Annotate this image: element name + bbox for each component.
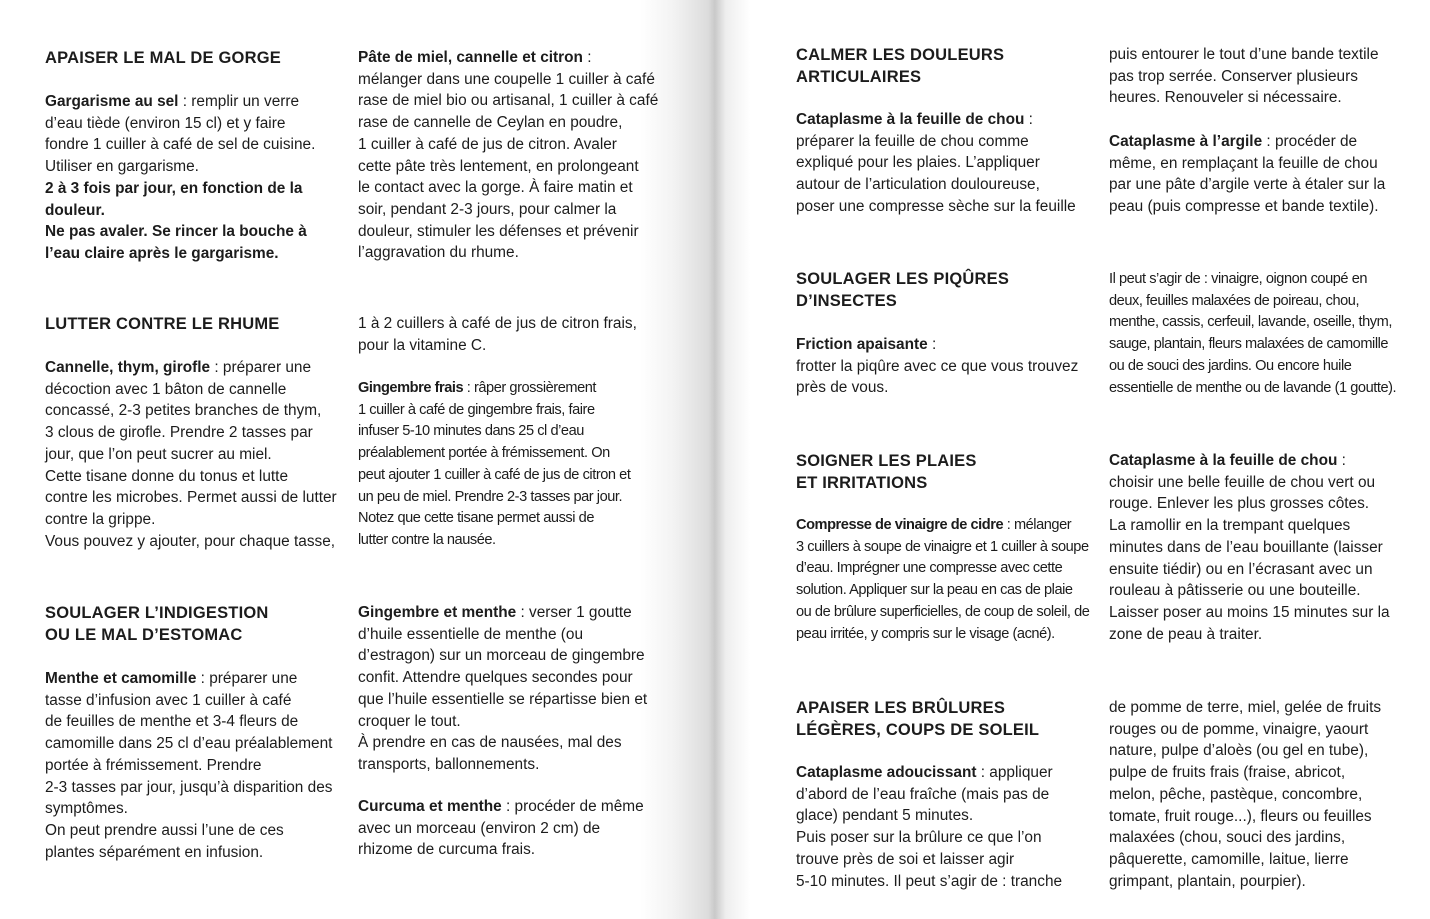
text-line <box>1109 602 1390 624</box>
text-run: rouge. Enlever les plus grosses côtes. <box>1109 495 1370 513</box>
text-run: tasse d’infusion avec 1 cuiller à café <box>45 691 292 709</box>
bold-text-run: Compresse de vinaigre de cidre <box>796 517 1004 533</box>
text-line <box>796 827 1062 849</box>
text-line <box>1109 472 1390 494</box>
text-line <box>1109 806 1381 828</box>
section-title-insect-bites <box>796 268 1009 312</box>
text-line <box>45 221 315 243</box>
text-run: choisir une belle feuille de chou vert ou <box>1109 473 1376 491</box>
text-run: Notez que cette tisane permet aussi de <box>358 510 595 527</box>
text-line <box>45 156 315 178</box>
text-line <box>358 421 630 443</box>
text-run: pulpe de fruits frais (fraise, abricot, <box>1109 764 1346 782</box>
text-run: le contact avec la gorge. À faire matin et <box>358 179 633 197</box>
text-run: peau (puis compresse et bande textile). <box>1109 198 1379 216</box>
text-line <box>796 515 1089 537</box>
text-line <box>1109 312 1396 334</box>
text-run: par une pâte d’argile verte à étaler sur la <box>1109 176 1386 194</box>
text-run: rouges ou de pomme, vinaigre, yaourt <box>1109 720 1369 738</box>
text-line <box>358 818 644 840</box>
text-line <box>358 156 658 178</box>
wounds-cabbage-poultice <box>1109 450 1390 645</box>
text-line <box>45 113 315 135</box>
text-line: OU LE MAL D’ESTOMAC <box>45 626 243 644</box>
text-line <box>45 487 337 509</box>
text-run: un peu de miel. Prendre 2-3 tasses par jour. <box>358 488 623 505</box>
text-run: de feuilles de menthe et 3-4 fleurs de <box>45 713 299 731</box>
text-run: ou de souci des jardins. Ou encore huile <box>1109 357 1352 374</box>
text-run: La ramollir en la trempant quelques <box>1109 517 1351 535</box>
text-run: fondre 1 cuiller à café de sel de cuisine. <box>45 136 316 154</box>
text-run: 3 clous de girofle. Prendre 2 tasses par <box>45 424 313 442</box>
text-run: d’estragon) sur un morceau de gingembre <box>358 647 645 665</box>
text-line <box>1109 450 1390 472</box>
text-run: avec un morceau (environ 2 cm) de <box>358 819 601 837</box>
text-line: SOULAGER L’INDIGESTION <box>45 604 269 622</box>
wounds-cider-vinegar-compress <box>796 515 1089 645</box>
bold-text-run: Cannelle, thym, girofle <box>45 359 211 376</box>
text-run: sauge, plantain, fleurs malaxées de camomille <box>1109 336 1389 353</box>
text-run: menthe, cassis, cerfeuil, lavande, oseille, thym, <box>1109 314 1392 331</box>
text-line <box>358 796 644 818</box>
text-run: même, en remplaçant la feuille de chou <box>1109 154 1378 172</box>
text-run: solution. Appliquer sur la peau en cas de plaie <box>796 582 1073 599</box>
text-line <box>358 221 658 243</box>
text-line <box>45 357 337 379</box>
text-line <box>796 558 1089 580</box>
text-line <box>358 624 647 646</box>
text-line <box>358 378 630 400</box>
text-run: glace) pendant 5 minutes. <box>796 807 974 825</box>
text-run: Il peut s’agir de : vinaigre, oignon coupé en <box>1109 271 1368 287</box>
text-run: : appliquer <box>976 764 1053 781</box>
text-line <box>358 711 647 733</box>
text-line <box>796 580 1089 602</box>
insect-bites-friction <box>796 334 1078 399</box>
text-line <box>1109 784 1381 806</box>
text-line: SOULAGER LES PIQÛRES <box>796 270 1010 288</box>
text-run: infuser 5-10 minutes dans 25 cl d’eau <box>358 423 584 440</box>
bold-text-run: Cataplasme à l’argile <box>1109 133 1263 150</box>
text-run: melon, pêche, pastèque, concombre, <box>1109 785 1363 803</box>
text-run: : préparer une <box>210 359 312 376</box>
text-line <box>358 839 644 861</box>
section-title-sore-throat <box>45 47 281 69</box>
text-line <box>358 602 647 624</box>
text-run: : mélanger <box>1003 517 1072 533</box>
text-run: pour la vitamine C. <box>358 336 487 354</box>
text-line <box>1109 493 1390 515</box>
text-run: d’eau tiède (environ 15 cl) et y faire <box>45 114 286 132</box>
text-line <box>1109 719 1381 741</box>
text-line <box>45 820 332 842</box>
text-line <box>358 199 658 221</box>
text-line <box>45 379 337 401</box>
text-line <box>1109 515 1390 537</box>
text-line <box>45 777 332 799</box>
text-line <box>796 849 1062 871</box>
text-line <box>45 243 315 265</box>
text-run: : préparer une <box>196 670 298 687</box>
text-line: CALMER LES DOULEURS <box>796 46 1005 64</box>
text-line: D’INSECTES <box>796 292 898 310</box>
text-line <box>796 377 1078 399</box>
text-run: soir, pendant 2-3 jours, pour calmer la <box>358 200 617 218</box>
text-run: ou de brûlure superficielles, de coup de soleil, de <box>796 603 1090 620</box>
text-run: de pomme de terre, miel, gelée de fruits <box>1109 699 1382 716</box>
text-line <box>1109 153 1385 175</box>
text-line <box>796 871 1062 893</box>
section-title-cold <box>45 313 279 335</box>
bold-text-run: Gingembre frais <box>358 380 464 396</box>
text-run: malaxées (chou, souci des jardins, <box>1109 829 1346 847</box>
text-line: ET IRRITATIONS <box>796 474 928 492</box>
joint-pain-clay-poultice <box>1109 131 1385 218</box>
text-line: APAISER LE MAL DE GORGE <box>45 49 281 67</box>
text-line: LUTTER CONTRE LE RHUME <box>45 315 280 333</box>
text-run: peut ajouter 1 cuiller à café de jus de citron et <box>358 466 631 483</box>
burns-soothing-poultice <box>796 762 1062 892</box>
text-run: rhizome de curcuma frais. <box>358 841 536 859</box>
sore-throat-salt-gargle <box>45 91 315 265</box>
cold-cinnamon-thyme-clove <box>45 357 337 552</box>
indigestion-turmeric-mint <box>358 796 644 861</box>
text-run: : râper grossièrement <box>463 380 597 396</box>
text-run: zone de peau à traiter. <box>1109 625 1263 643</box>
text-line <box>358 530 630 552</box>
text-line <box>358 732 647 754</box>
text-line <box>796 602 1089 624</box>
text-run: peau irritée, y compris sur le visage (acné). <box>796 625 1055 642</box>
burns-options <box>1109 697 1381 892</box>
text-line <box>45 842 332 864</box>
text-run: Puis poser sur la brûlure ce que l’on <box>796 829 1042 847</box>
text-line <box>1109 697 1381 719</box>
insect-bites-options <box>1109 269 1396 399</box>
bold-text-run: 2 à 3 fois par jour, en fonction de la <box>45 179 303 197</box>
section-title-burns <box>796 697 1039 741</box>
bold-text-run: douleur. <box>45 201 105 219</box>
text-line <box>1109 87 1379 109</box>
section-title-wounds <box>796 450 977 494</box>
text-run: camomille dans 25 cl d’eau préalablement <box>45 735 333 753</box>
text-line: APAISER LES BRÛLURES <box>796 699 1006 717</box>
text-line <box>358 335 637 357</box>
text-run: 3 cuillers à soupe de vinaigre et 1 cuiller à soupe <box>796 538 1089 555</box>
text-run: : <box>927 336 937 353</box>
text-run: : remplir un verre <box>178 93 300 110</box>
bold-text-run: Gargarisme au sel <box>45 93 179 110</box>
text-line <box>358 689 647 711</box>
text-line <box>796 152 1076 174</box>
text-line <box>1109 624 1390 646</box>
bold-text-run: Friction apaisante <box>796 336 928 353</box>
text-line <box>45 422 337 444</box>
text-line <box>45 690 332 712</box>
text-run: contre les microbes. Permet aussi de lutter <box>45 489 337 507</box>
text-line <box>45 466 337 488</box>
text-run: décoction avec 1 bâton de cannelle <box>45 380 287 398</box>
text-run: : <box>1024 111 1033 128</box>
indigestion-ginger-mint <box>358 602 647 776</box>
text-line <box>1109 196 1385 218</box>
text-run: Vous pouvez y ajouter, pour chaque tasse, <box>45 532 336 550</box>
text-run: : <box>582 49 592 66</box>
text-line <box>1109 559 1390 581</box>
text-line <box>796 784 1062 806</box>
text-line <box>1109 174 1385 196</box>
text-line <box>796 174 1076 196</box>
text-line <box>1109 378 1396 400</box>
text-line <box>45 509 337 531</box>
text-run: ensuite tiédir) ou en l’écrasant avec un <box>1109 560 1373 578</box>
text-line <box>358 667 647 689</box>
text-line <box>796 131 1076 153</box>
text-run: Laisser poser au moins 15 minutes sur la <box>1109 603 1390 621</box>
text-line <box>45 531 337 553</box>
text-run: heures. Renouveler si nécessaire. <box>1109 89 1342 107</box>
text-run: rase de cannelle de Ceylan en poudre, <box>358 114 623 132</box>
text-run: 1 à 2 cuillers à café de jus de citron frais, <box>358 315 637 332</box>
text-run: On peut prendre aussi l’une de ces <box>45 821 284 839</box>
text-line <box>358 90 658 112</box>
cold-fresh-ginger <box>358 378 630 552</box>
text-run: confit. Attendre quelques secondes pour <box>358 669 633 687</box>
text-run: cette pâte très lentement, en prolongeant <box>358 157 639 175</box>
text-run: symptômes. <box>45 800 128 818</box>
text-line <box>1109 334 1396 356</box>
text-run: mélanger dans une coupelle 1 cuiller à café <box>358 70 655 88</box>
text-run: portée à frémissement. Prendre <box>45 756 262 774</box>
section-title-joint-pain <box>796 44 1004 88</box>
text-run: Utiliser en gargarisme. <box>45 158 199 176</box>
text-run: croquer le tout. <box>358 712 461 730</box>
text-line <box>358 487 630 509</box>
text-line <box>1109 269 1396 291</box>
text-run: d’eau. Imprégner une compresse avec cette <box>796 560 1063 577</box>
bold-text-run: Gingembre et menthe <box>358 604 517 621</box>
text-line <box>796 334 1078 356</box>
text-run: trouve près de soi et laisser agir <box>796 850 1015 868</box>
text-line <box>358 400 630 422</box>
text-line <box>1109 356 1396 378</box>
text-line <box>45 134 315 156</box>
text-run: près de vous. <box>796 379 889 397</box>
text-line <box>45 668 332 690</box>
text-line <box>45 91 315 113</box>
text-line <box>358 134 658 156</box>
text-line <box>358 177 658 199</box>
text-line <box>45 711 332 733</box>
text-line <box>1109 827 1381 849</box>
text-line <box>796 805 1062 827</box>
sore-throat-honey-paste <box>358 47 658 264</box>
text-run: pâquerette, camomille, laitue, lierre <box>1109 850 1349 868</box>
bold-text-run: l’eau claire après le gargarisme. <box>45 244 279 262</box>
text-line <box>45 400 337 422</box>
text-line <box>796 109 1076 131</box>
text-run: nature, pulpe d’aloès (ou gel en tube), <box>1109 742 1369 760</box>
cold-lemon-continuation <box>358 313 637 356</box>
section-title-indigestion <box>45 602 269 646</box>
text-line <box>1109 66 1379 88</box>
bold-text-run: Cataplasme à la feuille de chou <box>796 111 1025 128</box>
text-run: À prendre en cas de nausées, mal des <box>358 734 622 752</box>
text-run: plantes séparément en infusion. <box>45 843 264 861</box>
text-run: d’abord de l’eau fraîche (mais pas de <box>796 785 1050 803</box>
text-line <box>358 242 658 264</box>
text-run: préparer la feuille de chou comme <box>796 132 1029 150</box>
text-run: préalablement portée à frémissement. On <box>358 445 610 462</box>
text-line <box>1109 580 1390 602</box>
text-run: lutter contre la nausée. <box>358 531 496 548</box>
text-run: 1 cuiller à café de gingembre frais, faire <box>358 401 595 418</box>
text-run: douleur, stimuler les défenses et prévenir <box>358 222 639 240</box>
text-run: rase de miel bio ou artisanal, 1 cuiller à café <box>358 92 659 110</box>
text-line <box>1109 44 1379 66</box>
text-run: expliqué pour les plaies. L’appliquer <box>796 154 1040 172</box>
text-line <box>45 798 332 820</box>
text-run: grimpant, plantain, pourpier). <box>1109 872 1306 890</box>
indigestion-mint-chamomile <box>45 668 332 863</box>
joint-pain-cabbage-poultice <box>796 109 1076 218</box>
text-run: tomate, fruit rouge...), fleurs ou feuilles <box>1109 807 1372 825</box>
joint-pain-continuation <box>1109 44 1379 109</box>
text-line <box>1109 131 1385 153</box>
text-line <box>45 444 337 466</box>
text-line <box>358 313 637 335</box>
text-line <box>796 196 1076 218</box>
text-line <box>796 624 1089 646</box>
text-line <box>796 537 1089 559</box>
text-run: contre la grippe. <box>45 510 156 528</box>
text-line <box>796 356 1078 378</box>
text-run: minutes dans de l’eau bouillante (laisser <box>1109 538 1383 556</box>
text-run: que l’huile essentielle se répartisse bien et <box>358 690 648 708</box>
text-line <box>358 69 658 91</box>
text-line <box>45 733 332 755</box>
text-line <box>358 508 630 530</box>
text-run: : <box>1337 452 1346 469</box>
bold-text-run: Cataplasme adoucissant <box>796 764 977 781</box>
text-line <box>45 178 315 200</box>
text-run: deux, feuilles malaxées de poireau, chou, <box>1109 292 1360 309</box>
text-run: puis entourer le tout d’une bande textile <box>1109 46 1379 63</box>
text-run: poser une compresse sèche sur la feuille <box>796 197 1076 215</box>
bold-text-run: Curcuma et menthe <box>358 798 502 815</box>
text-run: essentielle de menthe ou de lavande (1 goutte). <box>1109 379 1397 396</box>
text-line <box>358 645 647 667</box>
text-line <box>1109 871 1381 893</box>
text-line <box>1109 537 1390 559</box>
bold-text-run: Menthe et camomille <box>45 670 197 687</box>
text-line: ARTICULAIRES <box>796 68 922 86</box>
text-line <box>45 200 315 222</box>
text-line <box>1109 740 1381 762</box>
text-run: 5-10 minutes. Il peut s’agir de : tranche <box>796 872 1063 890</box>
text-run: jour, que l’on peut sucrer au miel. <box>45 445 272 463</box>
text-run: l’aggravation du rhume. <box>358 244 519 262</box>
text-run: frotter la piqûre avec ce que vous trouvez <box>796 357 1079 375</box>
text-run: concassé, 2-3 petites branches de thym, <box>45 402 322 420</box>
text-line <box>358 443 630 465</box>
text-line <box>358 465 630 487</box>
text-run: transports, ballonnements. <box>358 755 540 773</box>
text-line <box>1109 849 1381 871</box>
text-run: d’huile essentielle de menthe (ou <box>358 625 584 643</box>
text-run: : procéder de <box>1262 133 1358 150</box>
bold-text-run: Pâte de miel, cannelle et citron <box>358 49 583 66</box>
text-line <box>358 112 658 134</box>
text-line <box>1109 291 1396 313</box>
text-line <box>796 762 1062 784</box>
bold-text-run: Ne pas avaler. Se rincer la bouche à <box>45 223 307 241</box>
text-run: : procéder de même <box>501 798 644 815</box>
text-run: rouleau à pâtisserie ou une bouteille. <box>1109 582 1361 600</box>
text-line <box>1109 762 1381 784</box>
text-line <box>358 754 647 776</box>
text-run: : verser 1 goutte <box>516 604 632 621</box>
text-line: SOIGNER LES PLAIES <box>796 452 977 470</box>
bold-text-run: Cataplasme à la feuille de chou <box>1109 452 1338 469</box>
text-line <box>45 755 332 777</box>
text-run: pas trop serrée. Conserver plusieurs <box>1109 67 1358 85</box>
text-line: LÉGÈRES, COUPS DE SOLEIL <box>796 721 1040 739</box>
text-run: 2-3 tasses par jour, jusqu’à disparition des <box>45 778 333 796</box>
text-run: autour de l’articulation douloureuse, <box>796 176 1040 194</box>
text-run: 1 cuiller à café de jus de citron. Avaler <box>358 135 617 153</box>
text-line <box>358 47 658 69</box>
text-run: Cette tisane donne du tonus et lutte <box>45 467 289 485</box>
